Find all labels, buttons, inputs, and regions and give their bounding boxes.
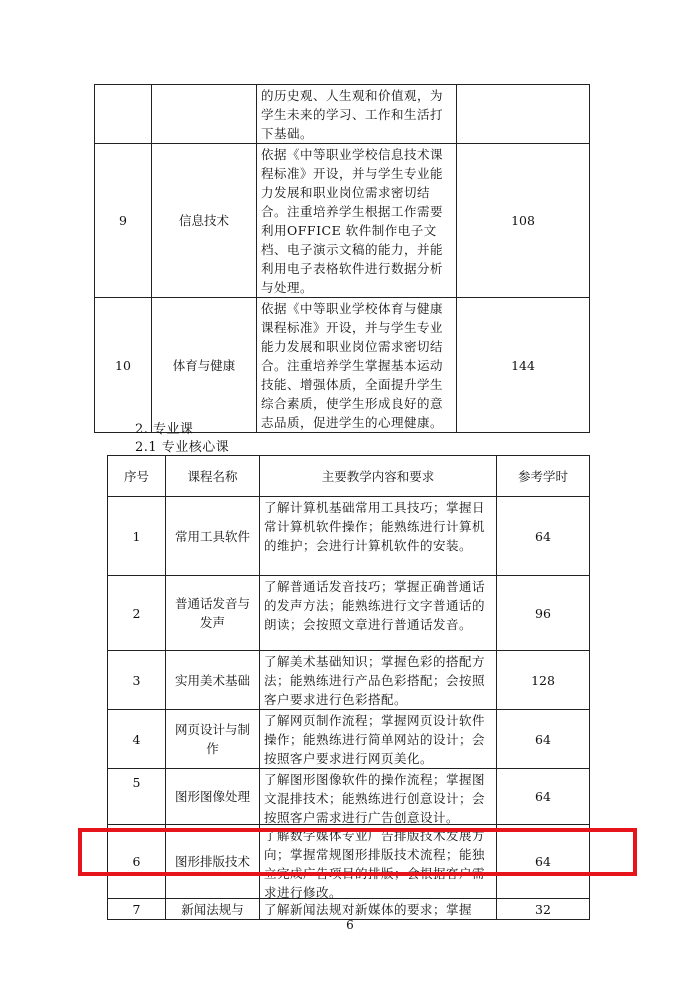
course-content: 了解普通话发音技巧；掌握正确普通话的发声方法；能熟练进行文字普通话的朗读；会按照文章进行普通话发音。 (260, 576, 497, 651)
course-name: 图形排版技术 (166, 825, 260, 899)
header-content: 主要教学内容和要求 (260, 456, 497, 497)
row-number: 2 (108, 576, 166, 651)
course-name (152, 85, 257, 144)
course-hours: 64 (497, 825, 590, 899)
course-hours: 64 (497, 769, 590, 825)
course-name: 实用美术基础 (166, 651, 260, 710)
course-content-text: 了解图形图像软件的操作流程；掌握图文混排技术；能熟练进行创意设计；会按照客户需求进行广告创意设计。 (264, 772, 486, 824)
table-row (108, 899, 590, 920)
header-hours: 参考学时 (497, 456, 590, 497)
course-content: 了解美术基础知识；掌握色彩的搭配方法；能熟练进行产品色彩搭配；会按照客户要求进行色彩搭配。 (260, 651, 497, 710)
course-hours: 64 (497, 710, 590, 769)
header-number: 序号 (108, 456, 166, 497)
row-number: 6 (108, 825, 166, 899)
general-courses-table (94, 84, 590, 433)
course-hours (457, 85, 590, 144)
row-number (95, 85, 152, 144)
course-hours: 128 (497, 651, 590, 710)
course-name: 普通话发音与发声 (166, 576, 260, 651)
table-row (95, 85, 590, 144)
section-heading: 2. 专业课 (135, 422, 194, 437)
course-content: 了解计算机基础常用工具技巧；掌握日常计算机软件操作；能熟练进行计算机的维护；会进行计算机软件的安装。 (260, 497, 497, 576)
course-content: 的历史观、人生观和价值观，为学生未来的学习、工作和生活打下基础。 (257, 85, 457, 144)
page-number: 6 (346, 918, 354, 932)
table-row (95, 298, 590, 433)
table-row (108, 651, 590, 710)
table-row (95, 144, 590, 298)
course-name: 网页设计与制作 (166, 710, 260, 769)
course-hours: 108 (457, 144, 590, 298)
row-number: 4 (108, 710, 166, 769)
header-course-name: 课程名称 (166, 456, 260, 497)
table-row (108, 497, 590, 576)
course-content: 依据《中等职业学校信息技术课程标准》开设，并与学生专业能力发展和职业岗位需求密切结合。注重培养学生根据工作需要利用OFFICE 软件制作电子文档、电子演示文稿的能力，并能利用电子表格软件进行数据分析与处理。 (257, 144, 457, 298)
course-name: 信息技术 (152, 144, 257, 298)
course-content-text: 了解数字媒体专业广告排版技术发展方向；掌握常规图形排版技术流程；能独立完成广告项目的排版；会根据客户需求进行修改。 (264, 828, 486, 898)
highlight-annotation-box (78, 828, 637, 876)
row-number: 5 (108, 769, 166, 825)
course-name: 图形图像处理 (166, 769, 260, 825)
table-row (108, 576, 590, 651)
row-number: 10 (95, 298, 152, 433)
course-hours: 32 (497, 899, 590, 920)
table-header-row (108, 456, 590, 497)
course-hours: 96 (497, 576, 590, 651)
row-number: 9 (95, 144, 152, 298)
course-hours: 144 (457, 298, 590, 433)
subsection-heading: 2.1 专业核心课 (135, 440, 230, 455)
table-row (108, 769, 590, 825)
course-content: 依据《中等职业学校体育与健康课程标准》开设，并与学生专业能力发展和职业岗位需求密切结合。注重培养学生掌握基本运动技能、增强体质，全面提升学生综合素质，使学生形成良好的意志品质，促进学生的心理健康。 (257, 298, 457, 433)
course-name: 体育与健康 (152, 298, 257, 433)
row-number: 1 (108, 497, 166, 576)
table-row (108, 710, 590, 769)
course-name: 新闻法规与 (166, 899, 260, 920)
course-content: 了解网页制作流程；掌握网页设计软件操作；能熟练进行简单网站的设计；会按照客户要求进行网页美化。 (260, 710, 497, 769)
row-number: 3 (108, 651, 166, 710)
course-content: 了解新闻法规对新媒体的要求；掌握 (260, 899, 497, 920)
course-name: 常用工具软件 (166, 497, 260, 576)
row-number: 7 (108, 899, 166, 920)
course-hours: 64 (497, 497, 590, 576)
course-content (260, 769, 497, 825)
